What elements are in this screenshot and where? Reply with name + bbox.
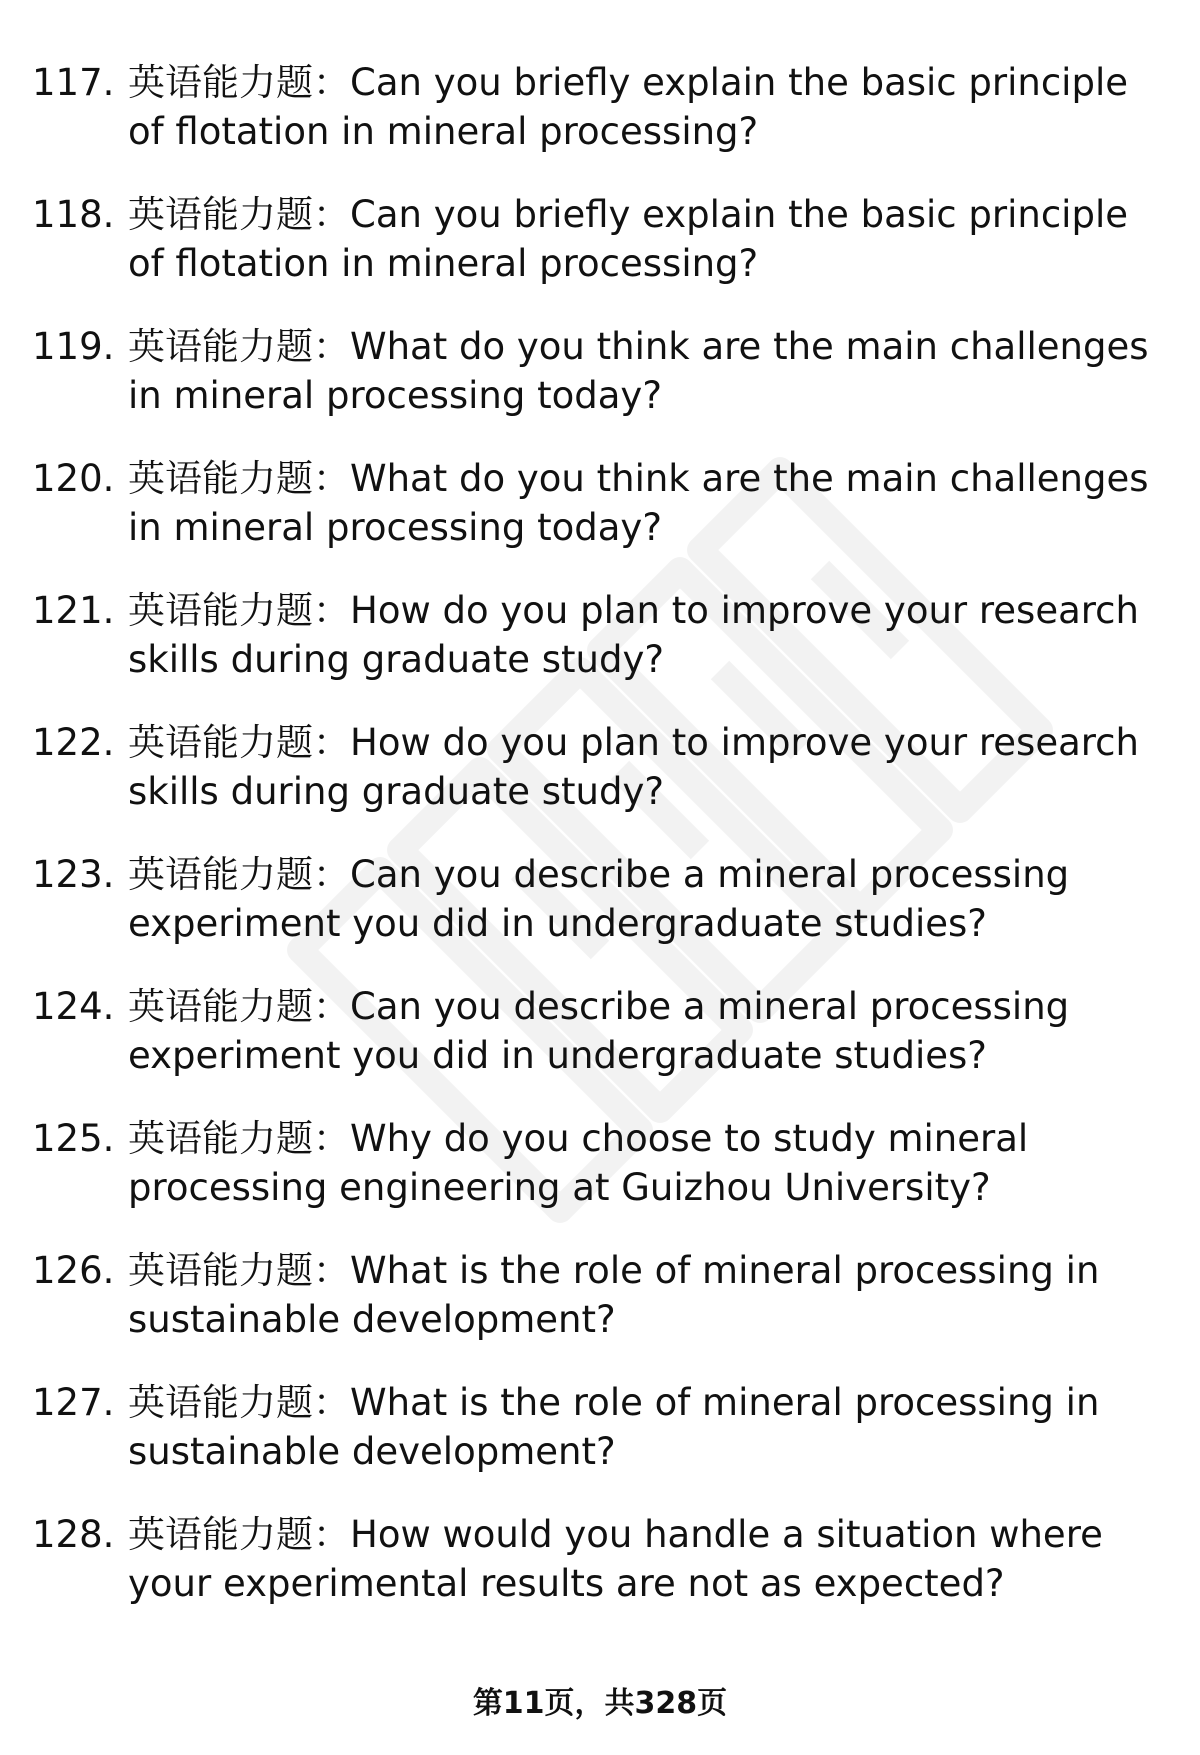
question-text: How do you plan to improve your research skills during graduate study? bbox=[128, 589, 1139, 681]
question-category-label: 英语能力题： bbox=[128, 985, 350, 1028]
question-body bbox=[128, 586, 1163, 684]
question-item bbox=[0, 586, 1200, 718]
question-category-label: 英语能力题： bbox=[128, 721, 350, 764]
question-category-label: 英语能力题： bbox=[128, 589, 350, 632]
question-number: 118. bbox=[32, 193, 115, 236]
question-category-label: 英语能力题： bbox=[128, 457, 350, 500]
question-category-label: 英语能力题： bbox=[128, 1249, 350, 1292]
question-category-label: 英语能力题： bbox=[128, 193, 350, 236]
question-number: 121. bbox=[32, 589, 115, 632]
question-item bbox=[0, 1510, 1200, 1642]
page-number-footer: 第11页，共328页 bbox=[472, 1686, 728, 1721]
question-body bbox=[128, 982, 1163, 1080]
question-number: 119. bbox=[32, 325, 115, 368]
question-category-label: 英语能力题： bbox=[128, 1513, 350, 1556]
question-text: Can you describe a mineral processing experiment you did in undergraduate studies? bbox=[128, 853, 1070, 945]
question-item bbox=[0, 58, 1200, 190]
question-body bbox=[128, 322, 1163, 420]
question-item bbox=[0, 982, 1200, 1114]
question-number: 125. bbox=[32, 1117, 115, 1160]
question-category-label: 英语能力题： bbox=[128, 325, 350, 368]
question-number: 117. bbox=[32, 61, 115, 104]
question-text: What is the role of mineral processing in sustainable development? bbox=[128, 1381, 1100, 1473]
question-item bbox=[0, 322, 1200, 454]
question-text: Can you briefly explain the basic principle of flotation in mineral processing? bbox=[128, 61, 1128, 153]
question-body bbox=[128, 190, 1163, 288]
question-body bbox=[128, 850, 1163, 948]
question-category-label: 英语能力题： bbox=[128, 1381, 350, 1424]
question-list bbox=[0, 58, 1200, 1642]
question-category-label: 英语能力题： bbox=[128, 61, 350, 104]
question-text: Why do you choose to study mineral processing engineering at Guizhou University? bbox=[128, 1117, 1029, 1209]
question-item bbox=[0, 190, 1200, 322]
question-body bbox=[128, 58, 1163, 156]
question-body bbox=[128, 1114, 1163, 1212]
question-number: 126. bbox=[32, 1249, 115, 1292]
question-body bbox=[128, 1510, 1163, 1608]
question-item bbox=[0, 454, 1200, 586]
question-item bbox=[0, 1114, 1200, 1246]
question-text: What do you think are the main challenges in mineral processing today? bbox=[128, 325, 1149, 417]
question-number: 124. bbox=[32, 985, 115, 1028]
question-text: What is the role of mineral processing in sustainable development? bbox=[128, 1249, 1100, 1341]
question-text: Can you briefly explain the basic principle of flotation in mineral processing? bbox=[128, 193, 1128, 285]
question-item bbox=[0, 718, 1200, 850]
question-text: Can you describe a mineral processing experiment you did in undergraduate studies? bbox=[128, 985, 1070, 1077]
question-body bbox=[128, 1378, 1163, 1476]
question-text: How would you handle a situation where your experimental results are not as expected? bbox=[128, 1513, 1103, 1605]
question-item bbox=[0, 1246, 1200, 1378]
question-number: 127. bbox=[32, 1381, 115, 1424]
question-body bbox=[128, 454, 1163, 552]
question-body bbox=[128, 1246, 1163, 1344]
question-text: How do you plan to improve your research skills during graduate study? bbox=[128, 721, 1139, 813]
question-item bbox=[0, 1378, 1200, 1510]
question-category-label: 英语能力题： bbox=[128, 853, 350, 896]
question-item bbox=[0, 850, 1200, 982]
question-text: What do you think are the main challenges in mineral processing today? bbox=[128, 457, 1149, 549]
question-number: 120. bbox=[32, 457, 115, 500]
question-number: 128. bbox=[32, 1513, 115, 1556]
question-category-label: 英语能力题： bbox=[128, 1117, 350, 1160]
question-number: 123. bbox=[32, 853, 115, 896]
question-body bbox=[128, 718, 1163, 816]
question-number: 122. bbox=[32, 721, 115, 764]
